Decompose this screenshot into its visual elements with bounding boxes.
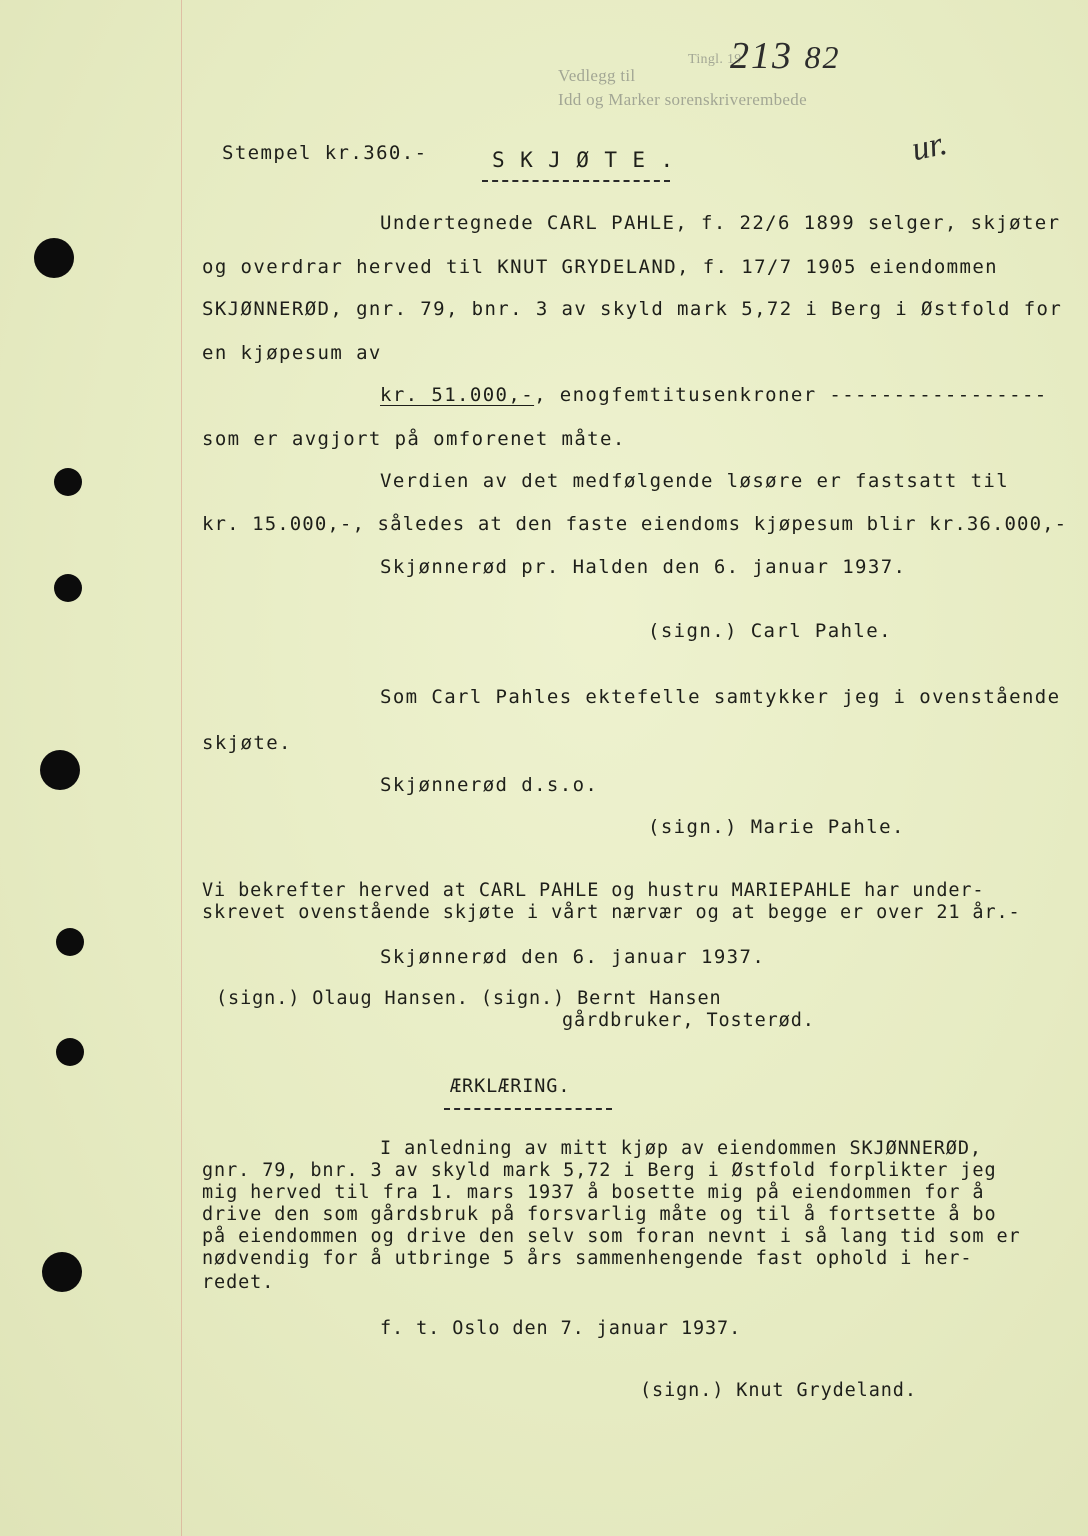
declaration-place-date: f. t. Oslo den 7. januar 1937. [380,1318,742,1339]
binder-hole-2 [54,468,82,496]
deed-line-2: og overdrar herved til KNUT GRYDELAND, f. 17/7 1905 eiendommen [202,256,999,278]
chattel-line-2: kr. 15.000,-, således at den faste eiendoms kjøpesum blir kr.36.000,- [202,513,1068,535]
deed-signature: (sign.) Carl Pahle. [648,620,892,642]
consent-line-2: skjøte. [202,732,292,754]
price-line [380,384,1048,406]
folio-suffix: 82 [804,39,841,75]
stamp-fee: Stempel kr.360.- [222,142,428,164]
binder-hole-3 [54,574,82,602]
binder-hole-5 [56,928,84,956]
declaration-line-2: gnr. 79, bnr. 3 av skyld mark 5,72 i Berg i Østfold forplikter jeg [202,1160,997,1181]
deed-line-4: en kjøpesum av [202,342,382,364]
declaration-signature: (sign.) Knut Grydeland. [640,1380,917,1401]
deed-line-3: SKJØNNERØD, gnr. 79, bnr. 3 av skyld mark 5,72 i Berg i Østfold for [202,298,1063,320]
declaration-line-6: nødvendig for å utbringe 5 års sammenhengende fast ophold i her- [202,1248,973,1269]
stamp-line-1: Vedlegg til [558,66,636,85]
title-underline [482,180,670,182]
settled-line: som er avgjort på omforenet måte. [202,428,626,450]
witness-line-2: skrevet ovenstående skjøte i vårt nærvær og at begge er over 21 år.- [202,902,1021,923]
handwritten-initials: ur. [908,124,951,169]
binder-hole-4 [40,750,80,790]
stamp-small: Tingl. 19 [688,52,742,67]
declaration-line-1: I anledning av mitt kjøp av eiendommen SKJØNNERØD, [380,1138,982,1159]
witness-line-1: Vi bekrefter herved at CARL PAHLE og hustru MARIEPAHLE har under- [202,880,985,901]
declaration-underline [444,1108,612,1110]
consent-line-1: Som Carl Pahles ektefelle samtykker jeg i ovenstående [380,686,1061,708]
declaration-title: ÆRKLÆRING. [450,1076,571,1097]
price-amount: kr. 51.000,- [380,384,535,406]
deed-line-1: Undertegnede CARL PAHLE, f. 22/6 1899 selger, skjøter [380,212,1061,234]
chattel-line-1: Verdien av det medfølgende løsøre er fastsatt til [380,470,1010,492]
declaration-line-4: drive den som gårdsbruk på forsvarlig måte og til å fortsette å bo [202,1204,997,1225]
consent-place: Skjønnerød d.s.o. [380,774,599,796]
binder-hole-1 [34,238,74,278]
witness-signatures: (sign.) Olaug Hansen. (sign.) Bernt Hansen [216,988,722,1009]
price-words: , enogfemtitusenkroner ----------------- [534,384,1048,406]
witness-occupation: gårdbruker, Tosterød. [562,1010,815,1031]
binder-hole-6 [56,1038,84,1066]
folio-number [730,34,841,78]
declaration-line-5: på eiendommen og drive den selv som foran nevnt i så lang tid som er [202,1226,1021,1247]
margin-rule [181,0,182,1536]
deed-title: S K J Ø T E . [492,148,675,172]
consent-signature: (sign.) Marie Pahle. [648,816,905,838]
binder-hole-7 [42,1252,82,1292]
declaration-line-7: redet. [202,1272,275,1293]
stamp-line-2: Idd og Marker sorenskriverembede [558,90,807,109]
declaration-line-3: mig herved til fra 1. mars 1937 å bosette mig på eiendommen for å [202,1182,985,1203]
witness-place-date: Skjønnerød den 6. januar 1937. [380,946,766,968]
deed-place-date: Skjønnerød pr. Halden den 6. januar 1937. [380,556,907,578]
folio-value: 213 [730,35,793,77]
